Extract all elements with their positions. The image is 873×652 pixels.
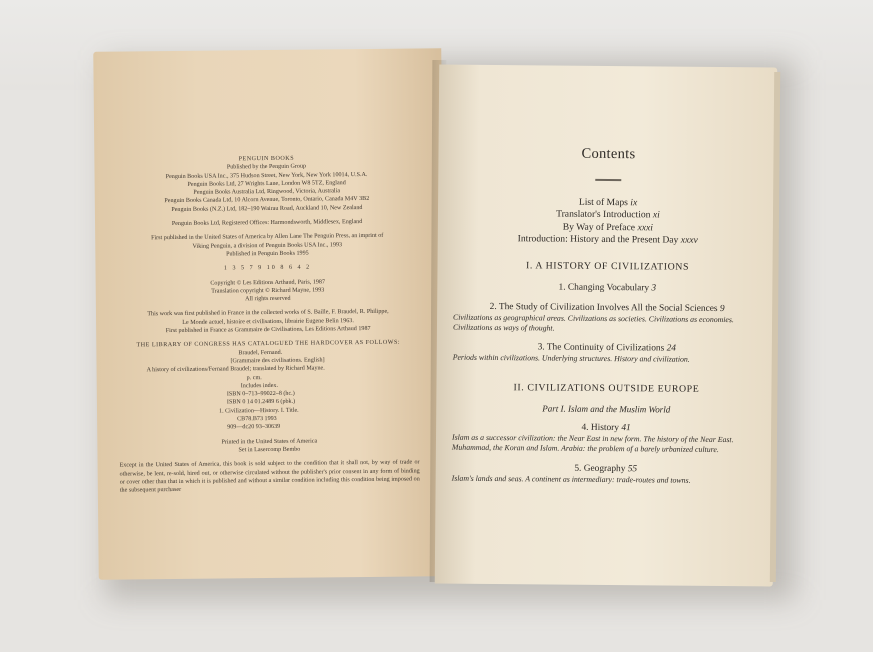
part-title: Part I. Islam and the Muslim World xyxy=(542,403,671,415)
front-matter-item: List of Maps ix xyxy=(578,196,638,209)
imprint-line: Penguin Books (N.Z.) Ltd, 182–190 Wairau Road, Auckland 10, New Zealand xyxy=(171,204,363,213)
chapter-title: 2. The Study of Civilization Involves All the Social Sciences 9 xyxy=(489,301,725,314)
contents-title: Contents xyxy=(581,145,636,163)
left-page xyxy=(93,48,447,580)
front-matter-item: By Way of Preface xxxi xyxy=(562,221,653,234)
title-rule xyxy=(595,179,621,181)
printed-in-line: Set in Lasercomp Bembo xyxy=(238,446,301,454)
section-heading: II. CIVILIZATIONS OUTSIDE EUROPE xyxy=(513,382,700,395)
copyright-line: All rights reserved xyxy=(245,295,291,303)
catalog-line: 909—dc20 93–30639 xyxy=(227,424,281,431)
registered-offices: Penguin Books Ltd, Registered Offices: Harmondsworth, Middlesex, England xyxy=(171,219,363,228)
catalog-line: 1. Civilization—History. I. Title. xyxy=(218,407,299,415)
catalog-line: ISBN 0–713–99022–8 (hc.) xyxy=(226,390,295,398)
sale-notice: Except in the United States of America, this book is sold subject to the condition that it shall not, by way of trade or otherwise, be lent, re-sold, hired out, or otherwise circulated without the publisher's prior consent in any form of binding or cover other than that in which it is published and without a similar condition including this condition being imposed on the subsequent purchaser xyxy=(119,459,420,494)
imprint-line: Penguin Books Canada Ltd, 10 Alcorn Avenue, Toronto, Ontario, Canada M4V 3B2 xyxy=(164,196,370,205)
chapter-summary: Islam as a successor civilization: the Near East in new form. The history of the Near East. Muhammad, the Koran and Islam. Arabia: the problem of a barely urbanized culture. xyxy=(451,432,734,455)
first-published-line: Viking Penguin, a division of Penguin Books USA Inc., 1993 xyxy=(192,241,343,250)
chapter-title: 5. Geography 55 xyxy=(574,463,638,474)
catalog-heading: THE LIBRARY OF CONGRESS HAS CATALOGUED THE HARDCOVER AS FOLLOWS: xyxy=(136,339,401,349)
catalog-line: [Grammaire des civilisations. English] xyxy=(230,357,325,365)
catalog-line: Braudel, Fernand. xyxy=(238,349,283,356)
catalog-line: A history of civilizations/Fernand Braudel; translated by Richard Mayne. xyxy=(146,365,325,374)
work-note-line: This work was first published in France in the collected works of S. Baille, F. Braudel, R. Philippe, xyxy=(147,309,389,318)
copyright-line: Translation copyright © Richard Mayne, 1993 xyxy=(211,287,325,295)
catalog-line: CB78.B73 1993 xyxy=(237,415,277,423)
printed-in-line: Printed in the United States of America xyxy=(221,438,318,446)
imprint-line: Penguin Books USA Inc., 375 Hudson Street, New York, New York 10014, U.S.A. xyxy=(165,171,368,180)
chapter-summary: Periods within civilizations. Underlying structures. History and civilization. xyxy=(452,353,690,365)
chapter-title: 4. History 41 xyxy=(581,422,631,434)
work-note-line: Le Monde actuel, histoire et civilisations, librairie Eugene Belin 1963. xyxy=(182,317,354,326)
front-matter-item: Introduction: History and the Present Day xxxv xyxy=(517,233,698,247)
imprint-block xyxy=(116,153,420,495)
chapter-title: 3. The Continuity of Civilizations 24 xyxy=(537,342,677,355)
right-page xyxy=(435,65,778,587)
first-published-line: Published in Penguin Books 1995 xyxy=(226,250,309,258)
copyright-line: Copyright © Les Editions Arthaud, Paris, 1987 xyxy=(210,278,326,287)
catalog-line: ISBN 0 14 01.2489 6 (pbk.) xyxy=(226,399,296,406)
front-matter-item: Translator's Introduction xi xyxy=(556,208,660,221)
first-published-line: First published in the United States of America by Allen Lane The Penguin Press, an imprint of xyxy=(151,233,384,242)
imprint-line: Penguin Books Ltd, 27 Wrights Lane, London W8 5TZ, England xyxy=(187,180,346,188)
imprint-line: Published by the Penguin Group xyxy=(226,163,307,171)
catalog-line: Includes index. xyxy=(240,382,279,390)
imprint-line: Penguin Books Australia Ltd, Ringwood, Victoria, Australia xyxy=(193,188,341,196)
contents-block xyxy=(448,145,767,487)
chapter-summary: Islam's lands and seas. A continent as intermediary: trade-routes and towns. xyxy=(451,473,691,485)
chapter-title: 1. Changing Vocabulary 3 xyxy=(558,282,657,294)
chapter-summary: Civilizations as geographical areas. Civilizations as societies. Civilizations as economies. Civilizations as ways of thought. xyxy=(452,312,734,333)
section-heading: I. A HISTORY OF CIVILIZATIONS xyxy=(525,259,690,273)
printing-numbers: 1 3 5 7 9 10 8 6 4 2 xyxy=(223,264,312,272)
catalog-line: p. cm. xyxy=(246,374,262,381)
publisher-heading: PENGUIN BOOKS xyxy=(238,155,295,163)
work-note-line: First published in France as Grammaire de Civilisations, Les Editions Arthaud 1987 xyxy=(165,325,371,335)
